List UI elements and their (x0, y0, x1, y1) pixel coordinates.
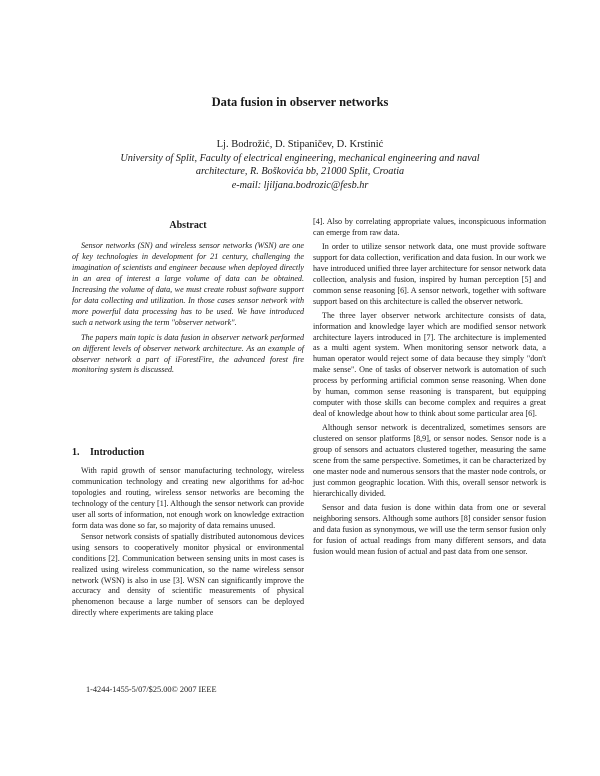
abstract-paragraph: The papers main topic is data fusion in observer network performed on different levels of observer network architecture. As an example of observer network a part of iForestFire, the advanced forest fire monitoring system is discussed. (72, 332, 304, 375)
body-paragraph: The three layer observer network architecture consists of data, information and knowledge layer which are modified sensor network architecture layers introduced in [7]. The architecture is implemented as a multi agent system. When monitoring sensor network data, a human operator would reject some of data because they simply "don't make sense". One of tasks of observer network is automation of such process by performing artificial common sense reasoning. When done by human, common sense reasoning is transparent, but equipping computer with those skills can become complex and requires a great deal of knowledge about how to think about some particular area [6]. (313, 310, 546, 419)
author-email: e-mail: ljiljana.bodrozic@fesb.hr (231, 179, 369, 191)
section-title: Introduction (90, 447, 145, 458)
abstract-body (72, 241, 304, 376)
body-paragraph: In order to utilize sensor network data, one must provide software support for data collection, verification and data fusion. In our work we have introduced unified three layer architecture for sensor network data collection, analysis and fusion, inspired by human perception [5] and common sense reasoning [6]. A sensor network, together with software support based on this architecture is called the observer network. (313, 241, 546, 306)
section-heading-introduction (72, 447, 144, 458)
abstract-heading: Abstract (169, 220, 207, 231)
paper-title: Data fusion in observer networks (211, 95, 389, 109)
abstract-paragraph: Sensor networks (SN) and wireless sensor networks (WSN) are one of key technologies in development for 21 century, challenging the imagination of scientists and engineer because when deployed directly in an area of interest a large volume of data can be obtained. Increasing the volume of data, we must create robust software support for data collecting and utilization. In those cases sensor network with more powerful data processing has to be used. We have introduced such a network using the term "observer network". (72, 241, 304, 327)
body-paragraph: With rapid growth of sensor manufacturing technology, wireless communication technology and creating new algorithms for ad-hoc topologies and routing, wireless sensor networks are becoming the technology of the century [1]. Although the sensor network can provide user all sorts of information, not enough work on knowledge extraction form data was done so far, so majority of data remains unused. (72, 466, 304, 530)
affiliation-line-2: architecture, R. Boškovića bb, 21000 Split, Croatia (195, 166, 405, 178)
affiliation-line-1: University of Split, Faculty of electrical engineering, mechanical engineering and naval (120, 153, 480, 164)
copyright-footer: 1-4244-1455-5/07/$25.00© 2007 IEEE (86, 685, 217, 694)
section-number: 1. (72, 447, 80, 458)
introduction-body (72, 466, 304, 619)
author-list: Lj. Bodrožić, D. Stipaničev, D. Krstinić (216, 139, 384, 150)
body-paragraph: Sensor and data fusion is done within data from one or several neighboring sensors. Although some authors [8] consider sensor fusion and data fusion as synonymous, we will use the term sensor fusion only for fusion of actual readings from many different sensors, and data fusion would mean fusion of actual and past data from one sensor. (313, 502, 546, 556)
body-paragraph: Although sensor network is decentralized, sometimes sensors are clustered on sensor platforms [8,9], or sensor nodes. Sensor node is a group of sensors and actuators clustered together, measuring the same scene from the same perspective. Sometimes, it can be characterized by one master node and numerous sensors that the master node controls, or just common geographic location. With this, overall sensor network is hierarchically divided. (313, 423, 546, 498)
body-paragraph: [4]. Also by correlating appropriate values, inconspicuous information can emerge from raw data. (313, 217, 546, 237)
right-column (313, 217, 546, 558)
body-paragraph: Sensor network consists of spatially distributed autonomous devices using sensors to cooperatively monitor physical or environmental conditions [2]. Communication between sensing units in most cases is realized using wireless communication, so the name wireless sensor network (WSN) is also in use [3]. WSN can significantly improve the accuracy and density of scientific measurements of physical phenomenon because a large number of sensors can be deployed directly where experiments are taking place (72, 531, 304, 618)
affiliation (90, 152, 510, 192)
